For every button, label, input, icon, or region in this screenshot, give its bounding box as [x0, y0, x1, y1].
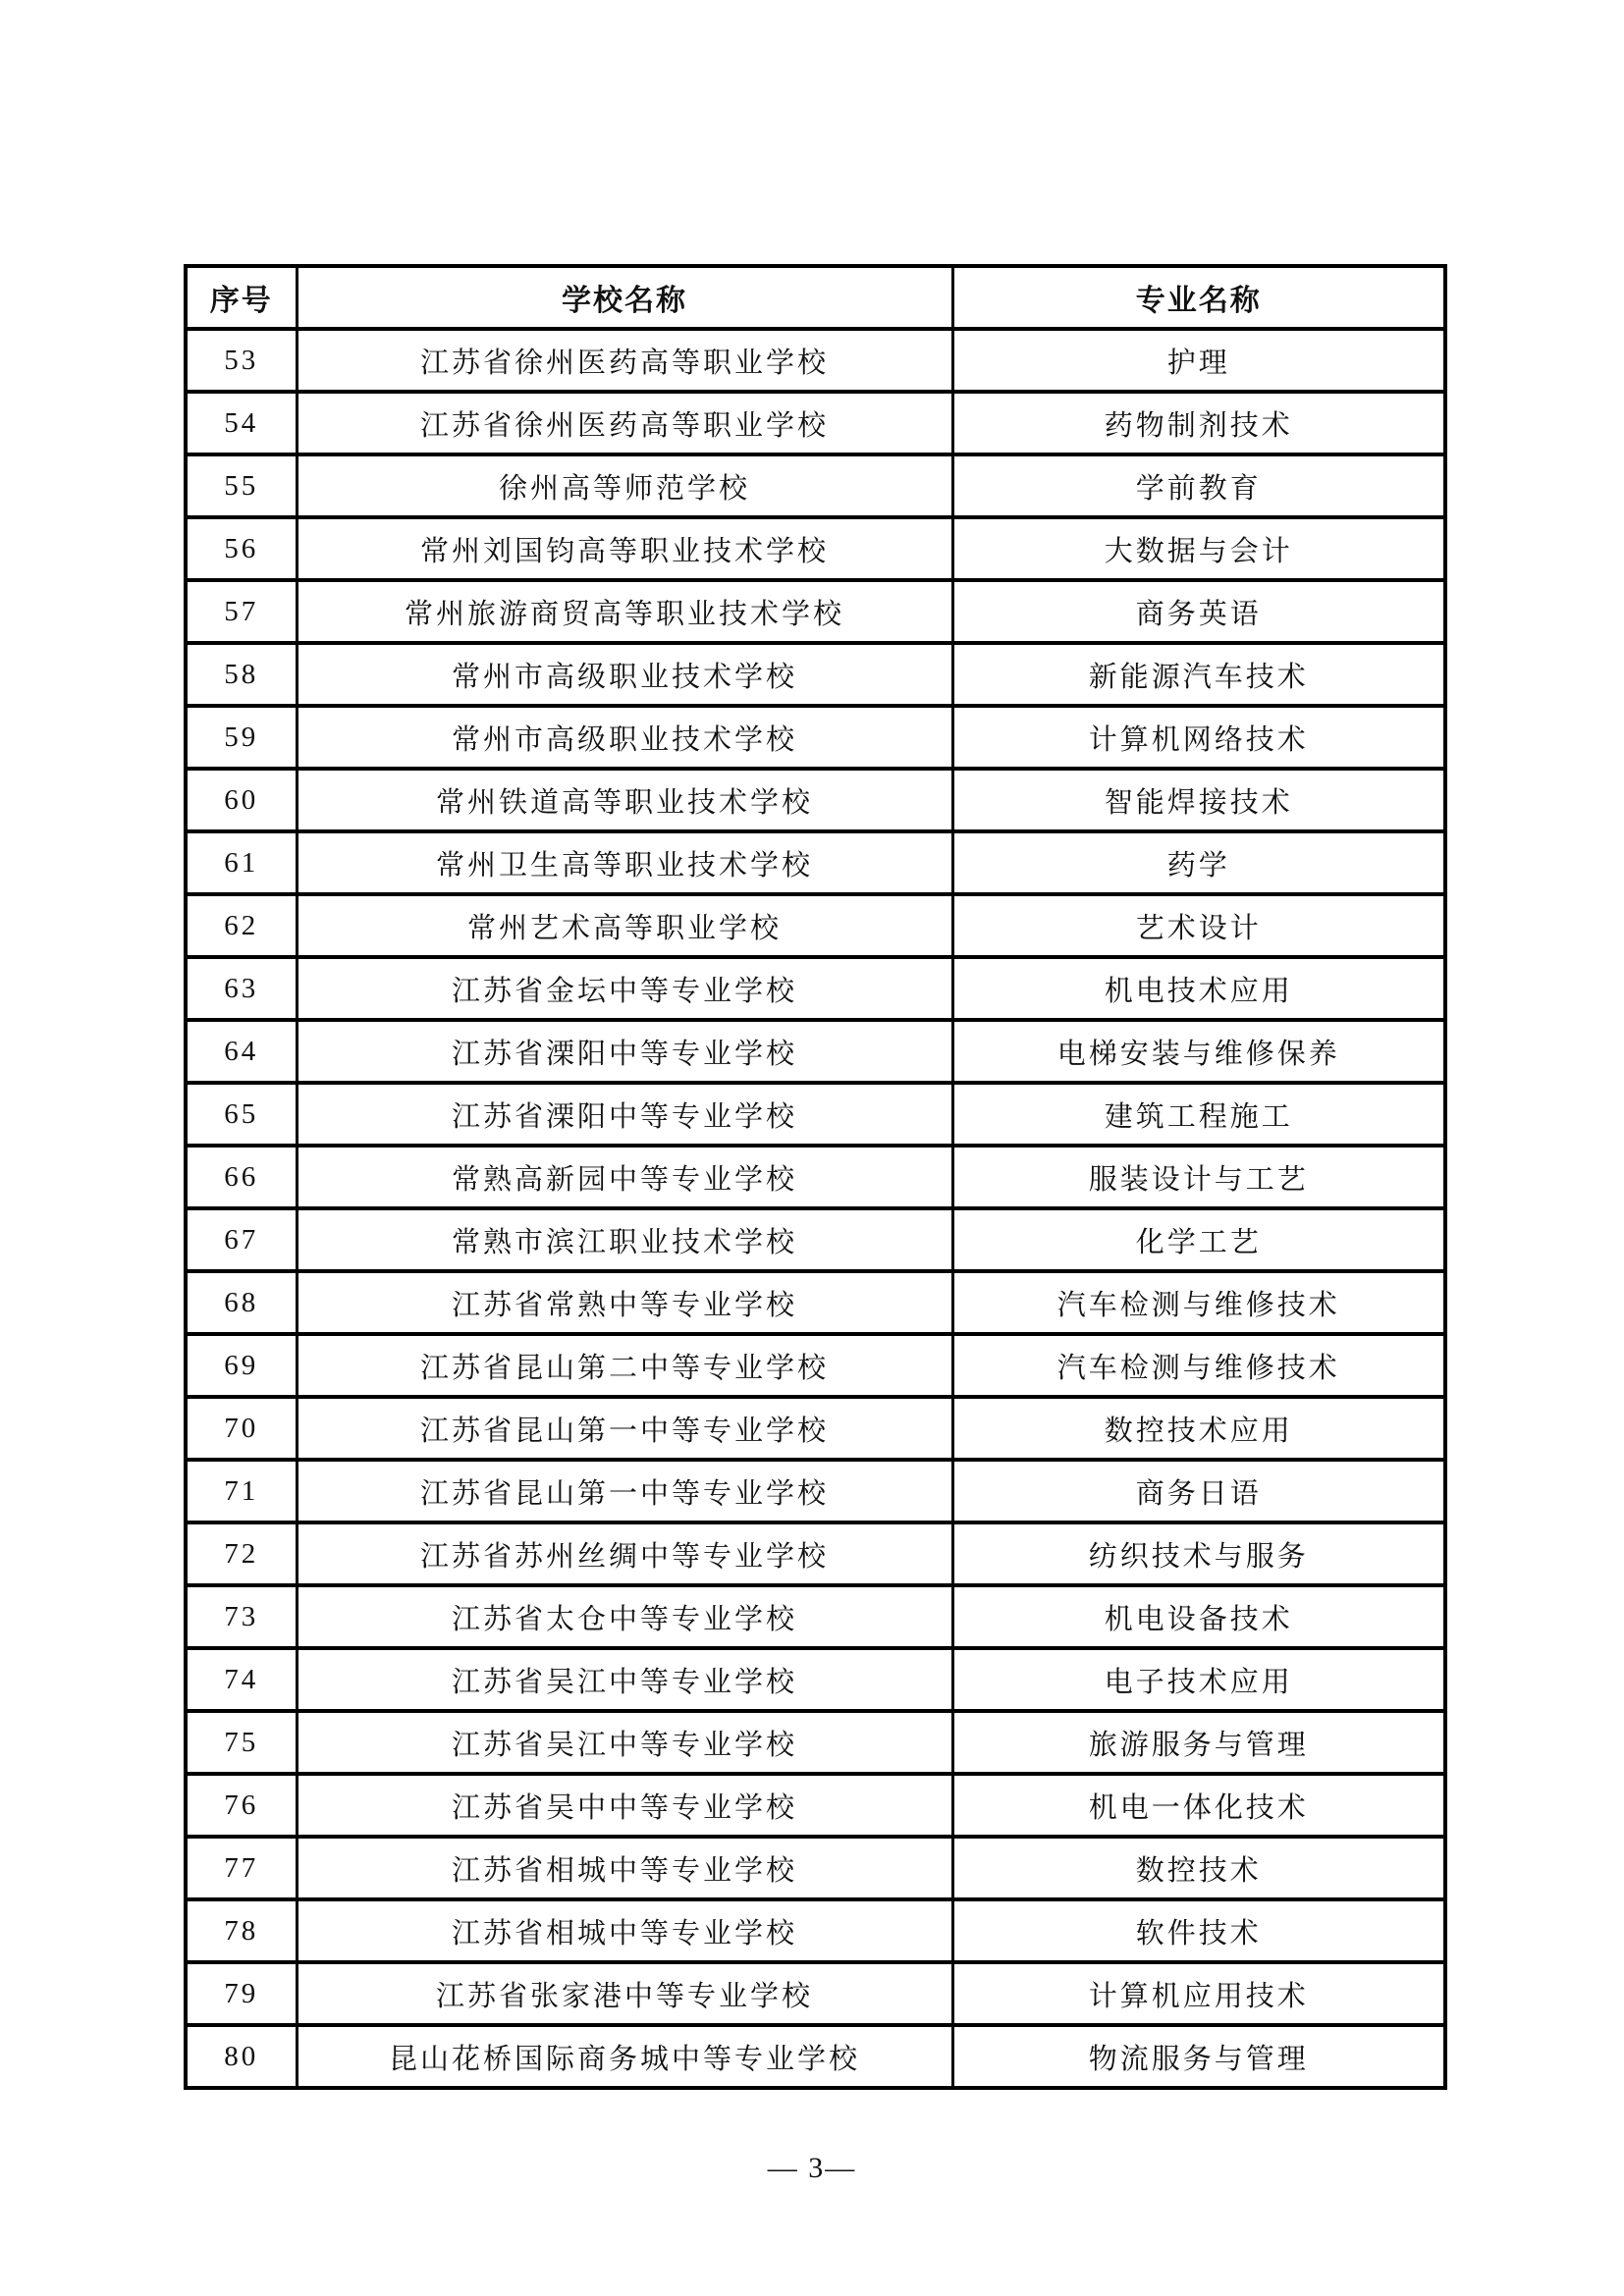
major-name-cell: 药学	[952, 831, 1445, 894]
school-name-cell: 江苏省昆山第一中等专业学校	[297, 1460, 952, 1522]
major-name-cell: 电梯安装与维修保养	[952, 1020, 1445, 1083]
major-name-cell: 机电技术应用	[952, 957, 1445, 1020]
school-name-cell: 江苏省金坛中等专业学校	[297, 957, 952, 1020]
table-row	[186, 1837, 1445, 1899]
table-row	[186, 1522, 1445, 1585]
table-row	[186, 329, 1445, 392]
school-name-cell: 常州旅游商贸高等职业技术学校	[297, 580, 952, 643]
major-name-cell: 艺术设计	[952, 894, 1445, 957]
row-index-cell: 73	[186, 1585, 297, 1648]
school-name-cell: 常州刘国钧高等职业技术学校	[297, 517, 952, 580]
row-index-cell: 69	[186, 1334, 297, 1397]
major-name-cell: 化学工艺	[952, 1208, 1445, 1271]
major-name-cell: 大数据与会计	[952, 517, 1445, 580]
major-name-cell: 新能源汽车技术	[952, 643, 1445, 706]
row-index-cell: 77	[186, 1837, 297, 1899]
major-name-cell: 数控技术应用	[952, 1397, 1445, 1460]
school-name-cell: 徐州高等师范学校	[297, 454, 952, 517]
major-name-cell: 汽车检测与维修技术	[952, 1334, 1445, 1397]
major-name-cell: 护理	[952, 329, 1445, 392]
school-name-cell: 江苏省溧阳中等专业学校	[297, 1020, 952, 1083]
row-index-cell: 63	[186, 957, 297, 1020]
row-index-cell: 67	[186, 1208, 297, 1271]
major-name-cell: 学前教育	[952, 454, 1445, 517]
major-name-cell: 智能焊接技术	[952, 769, 1445, 831]
table-row	[186, 1208, 1445, 1271]
header-index: 序号	[186, 266, 297, 329]
school-name-cell: 江苏省张家港中等专业学校	[297, 1962, 952, 2025]
row-index-cell: 79	[186, 1962, 297, 2025]
row-index-cell: 55	[186, 454, 297, 517]
table-row	[186, 392, 1445, 454]
row-index-cell: 66	[186, 1146, 297, 1208]
school-name-cell: 江苏省苏州丝绸中等专业学校	[297, 1522, 952, 1585]
major-name-cell: 商务英语	[952, 580, 1445, 643]
major-name-cell: 物流服务与管理	[952, 2025, 1445, 2088]
row-index-cell: 60	[186, 769, 297, 831]
school-name-cell: 江苏省昆山第二中等专业学校	[297, 1334, 952, 1397]
major-name-cell: 汽车检测与维修技术	[952, 1271, 1445, 1334]
header-school-name: 学校名称	[297, 266, 952, 329]
table-row	[186, 1271, 1445, 1334]
row-index-cell: 78	[186, 1899, 297, 1962]
row-index-cell: 53	[186, 329, 297, 392]
major-name-cell: 药物制剂技术	[952, 392, 1445, 454]
table-row	[186, 957, 1445, 1020]
row-index-cell: 80	[186, 2025, 297, 2088]
table-row	[186, 1460, 1445, 1522]
table-row	[186, 706, 1445, 769]
major-name-cell: 建筑工程施工	[952, 1083, 1445, 1146]
school-name-cell: 昆山花桥国际商务城中等专业学校	[297, 2025, 952, 2088]
school-name-cell: 江苏省相城中等专业学校	[297, 1837, 952, 1899]
row-index-cell: 57	[186, 580, 297, 643]
row-index-cell: 72	[186, 1522, 297, 1585]
major-name-cell: 计算机应用技术	[952, 1962, 1445, 2025]
major-name-cell: 商务日语	[952, 1460, 1445, 1522]
major-name-cell: 机电设备技术	[952, 1585, 1445, 1648]
table-row	[186, 1020, 1445, 1083]
school-name-cell: 江苏省吴江中等专业学校	[297, 1648, 952, 1711]
header-row	[186, 266, 1445, 329]
row-index-cell: 74	[186, 1648, 297, 1711]
table-row	[186, 2025, 1445, 2088]
row-index-cell: 64	[186, 1020, 297, 1083]
table-row	[186, 1899, 1445, 1962]
school-name-cell: 常熟市滨江职业技术学校	[297, 1208, 952, 1271]
major-name-cell: 数控技术	[952, 1837, 1445, 1899]
table-row	[186, 1334, 1445, 1397]
major-name-cell: 旅游服务与管理	[952, 1711, 1445, 1774]
school-name-cell: 江苏省常熟中等专业学校	[297, 1271, 952, 1334]
table-row	[186, 1648, 1445, 1711]
row-index-cell: 76	[186, 1774, 297, 1837]
school-name-cell: 江苏省吴江中等专业学校	[297, 1711, 952, 1774]
row-index-cell: 65	[186, 1083, 297, 1146]
school-name-cell: 常州铁道高等职业技术学校	[297, 769, 952, 831]
row-index-cell: 62	[186, 894, 297, 957]
table-row	[186, 831, 1445, 894]
school-name-cell: 江苏省溧阳中等专业学校	[297, 1083, 952, 1146]
table-row	[186, 1774, 1445, 1837]
school-name-cell: 常州艺术高等职业学校	[297, 894, 952, 957]
school-name-cell: 常州市高级职业技术学校	[297, 706, 952, 769]
school-name-cell: 江苏省徐州医药高等职业学校	[297, 392, 952, 454]
row-index-cell: 59	[186, 706, 297, 769]
table-row	[186, 580, 1445, 643]
table-row	[186, 1146, 1445, 1208]
major-name-cell: 机电一体化技术	[952, 1774, 1445, 1837]
table-row	[186, 454, 1445, 517]
table-row	[186, 1083, 1445, 1146]
major-name-cell: 纺织技术与服务	[952, 1522, 1445, 1585]
row-index-cell: 70	[186, 1397, 297, 1460]
major-name-cell: 服装设计与工艺	[952, 1146, 1445, 1208]
row-index-cell: 71	[186, 1460, 297, 1522]
school-name-cell: 常熟高新园中等专业学校	[297, 1146, 952, 1208]
row-index-cell: 56	[186, 517, 297, 580]
school-major-table	[184, 264, 1447, 2090]
header-major-name: 专业名称	[952, 266, 1445, 329]
table-row	[186, 517, 1445, 580]
row-index-cell: 58	[186, 643, 297, 706]
school-name-cell: 江苏省吴中中等专业学校	[297, 1774, 952, 1837]
table-row	[186, 1585, 1445, 1648]
school-name-cell: 江苏省徐州医药高等职业学校	[297, 329, 952, 392]
table-body	[186, 329, 1445, 2088]
school-name-cell: 常州卫生高等职业技术学校	[297, 831, 952, 894]
major-name-cell: 计算机网络技术	[952, 706, 1445, 769]
table-row	[186, 769, 1445, 831]
page-footer: — 3—	[767, 2152, 857, 2184]
table-row	[186, 1397, 1445, 1460]
major-name-cell: 电子技术应用	[952, 1648, 1445, 1711]
school-name-cell: 江苏省太仓中等专业学校	[297, 1585, 952, 1648]
school-name-cell: 江苏省昆山第一中等专业学校	[297, 1397, 952, 1460]
table-row	[186, 1962, 1445, 2025]
table-row	[186, 643, 1445, 706]
major-name-cell: 软件技术	[952, 1899, 1445, 1962]
row-index-cell: 61	[186, 831, 297, 894]
school-name-cell: 江苏省相城中等专业学校	[297, 1899, 952, 1962]
school-name-cell: 常州市高级职业技术学校	[297, 643, 952, 706]
row-index-cell: 75	[186, 1711, 297, 1774]
table-row	[186, 894, 1445, 957]
row-index-cell: 68	[186, 1271, 297, 1334]
table-header	[186, 266, 1445, 329]
table-row	[186, 1711, 1445, 1774]
row-index-cell: 54	[186, 392, 297, 454]
